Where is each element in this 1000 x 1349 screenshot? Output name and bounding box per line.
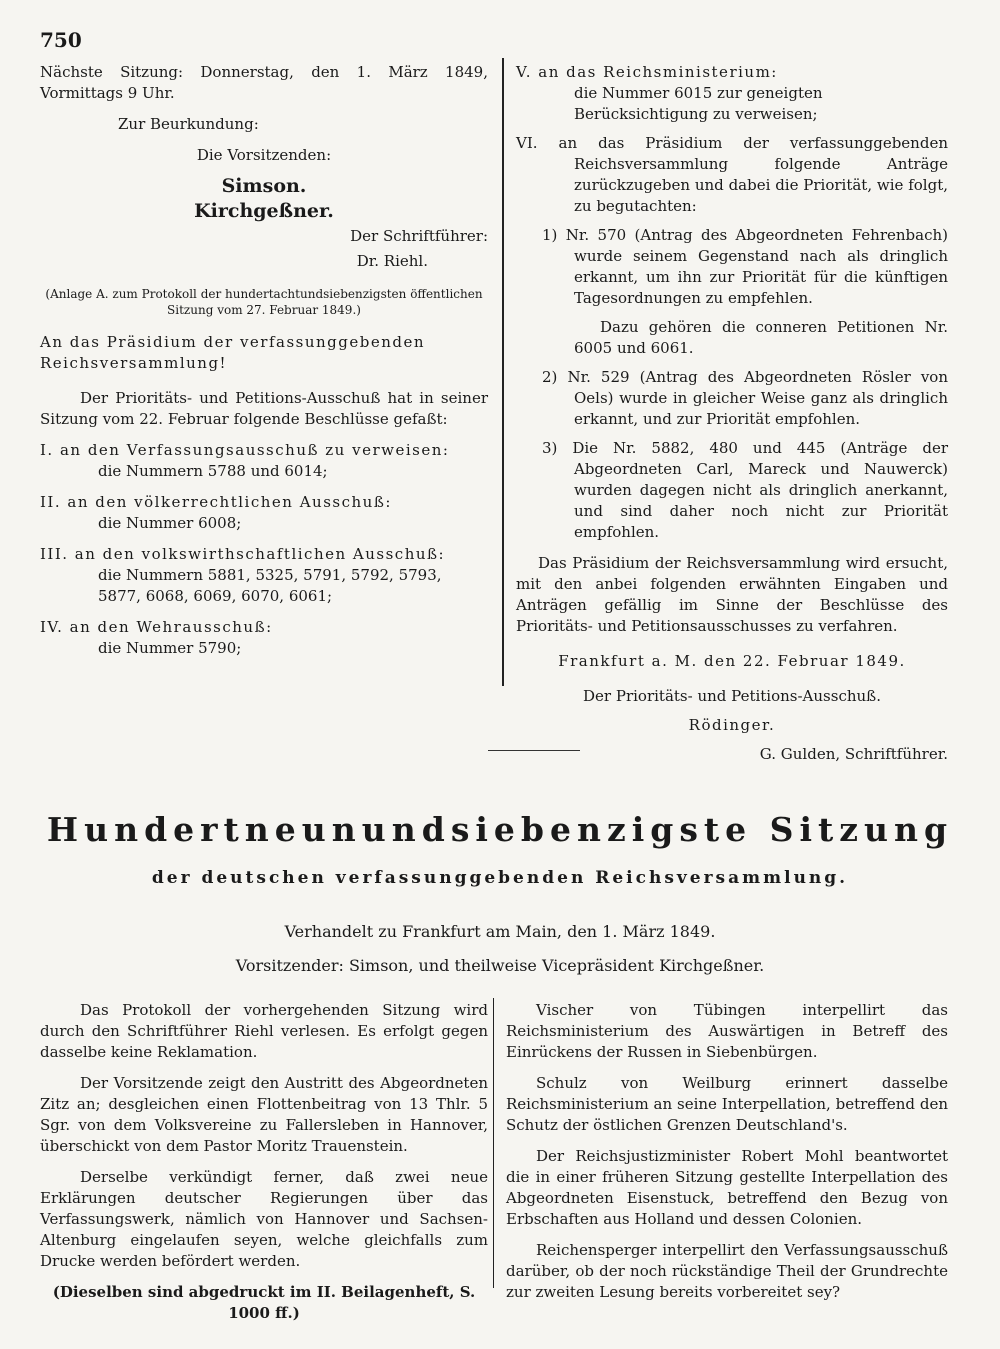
committee: Der Prioritäts- und Petitions-Ausschuß. bbox=[583, 687, 881, 705]
signature-roedinger: Rödinger. bbox=[688, 716, 776, 734]
session-held: Verhandelt zu Frankfurt am Main, den 1. März 1849. bbox=[284, 922, 716, 941]
request: Das Präsidium der Reichsversammlung wird ersucht, mit den anbei folgenden erwähnten Eingaben und Anträgen gefällig im Sinne der Beschlüsse des Prioritäts- und Petitionsausschusses zu verfahren. bbox=[516, 554, 948, 635]
right-column-top bbox=[516, 62, 948, 765]
chair-kirchgessner: Kirchgeßner. bbox=[194, 200, 334, 222]
item-head: II. an den völkerrechtlichen Ausschuß: bbox=[40, 493, 392, 511]
item-body: die Nummern 5788 und 6014; bbox=[98, 462, 328, 480]
intro: Der Prioritäts- und Petitions-Ausschuß hat in seiner Sitzung vom 22. Februar folgende Beschlüsse gefaßt: bbox=[40, 389, 488, 428]
item-body: die Nummer 6008; bbox=[98, 514, 242, 532]
right-column-bottom bbox=[506, 1000, 948, 1303]
item-3 bbox=[40, 544, 488, 607]
paragraph: Das Protokoll der vorhergehenden Sitzung wird durch den Schriftführer Riehl verlesen. Es erfolgt gegen dasselbe keine Reklamation. bbox=[40, 1001, 488, 1061]
next-session: Nächste Sitzung: Donnerstag, den 1. März 1849, Vormittags 9 Uhr. bbox=[40, 63, 488, 102]
item-2 bbox=[40, 492, 488, 534]
item-5-head: V. an das Reichsministerium: bbox=[516, 63, 778, 81]
reference-note: (Dieselben sind abgedruckt im II. Beilagenheft, S. 1000 ff.) bbox=[52, 1283, 476, 1322]
item-6: VI. an das Präsidium der verfassunggebenden Reichsversammlung folgende Anträge zurückzugeben und dabei die Priorität, wie folgt, zu begutachten: bbox=[516, 134, 948, 215]
session-chair: Vorsitzender: Simson, und theilweise Vicepräsident Kirchgeßner. bbox=[235, 956, 765, 975]
paragraph: Vischer von Tübingen interpellirt das Reichsministerium des Auswärtigen in Betreff des Einrückens der Russen in Siebenbürgen. bbox=[506, 1001, 948, 1061]
sub-item-2: 2) Nr. 529 (Antrag des Abgeordneten Rösler von Oels) wurde in gleicher Weise ganz als dringlich erkannt, und zur Priorität empfohlen. bbox=[542, 368, 948, 428]
paragraph: Reichensperger interpellirt den Verfassungsausschuß darüber, ob der noch rückständige Theil der Grundrechte zur zweiten Lesung bereits vorbereitet sey? bbox=[506, 1241, 948, 1301]
address: An das Präsidium der verfassunggebenden Reichsversammlung! bbox=[40, 333, 426, 372]
annex-note: (Anlage A. zum Protokoll der hundertachtundsiebenzigsten öffentlichen Sitzung vom 27. Februar 1849.) bbox=[45, 287, 483, 317]
paragraph: Schulz von Weilburg erinnert dasselbe Reichsministerium an seine Interpellation, betreffend den Schutz der östlichen Grenzen Deutschland's. bbox=[506, 1074, 948, 1134]
place-date: Frankfurt a. M. den 22. Februar 1849. bbox=[558, 652, 906, 670]
chair-simson: Simson. bbox=[221, 175, 307, 197]
left-column-top bbox=[40, 62, 488, 659]
column-divider-top bbox=[502, 58, 504, 686]
column-divider-bottom bbox=[493, 998, 494, 1288]
secretary-name: Dr. Riehl. bbox=[356, 252, 428, 270]
item-5-body: die Nummer 6015 zur geneigten Berücksichtigung zu verweisen; bbox=[574, 84, 823, 123]
secretary-label: Der Schriftführer: bbox=[350, 227, 488, 245]
attest-label: Zur Beurkundung: bbox=[118, 115, 259, 133]
chairs-label: Die Vorsitzenden: bbox=[196, 146, 332, 164]
paragraph: Der Vorsitzende zeigt den Austritt des Abgeordneten Zitz an; desgleichen einen Flottenbeitrag von 13 Thlr. 5 Sgr. von dem Volksvereine zu Fallersleben in Hannover, überschickt von dem Pastor Moritz Trauenstein. bbox=[40, 1074, 488, 1155]
paragraph: Der Reichsjustizminister Robert Mohl beantwortet die in einer früheren Sitzung gestellte Interpellation des Abgeordneten Eisenstuck, betreffend den Bezug von Erbschaften aus Holland und dessen Colonien. bbox=[506, 1147, 948, 1228]
page-number: 750 bbox=[40, 28, 82, 52]
signature-gulden: G. Gulden, Schriftführer. bbox=[759, 745, 948, 763]
sub-item-1: 1) Nr. 570 (Antrag des Abgeordneten Fehrenbach) wurde seinem Gegenstand nach als dringlich erkannt, um ihn zur Priorität für die künftigen Tagesordnungen zu empfehlen. bbox=[542, 226, 948, 307]
item-head: I. an den Verfassungsausschuß zu verweisen: bbox=[40, 441, 450, 459]
item-body: die Nummern 5881, 5325, 5791, 5792, 5793, 5877, 6068, 6069, 6070, 6061; bbox=[98, 566, 442, 605]
left-column-bottom bbox=[40, 1000, 488, 1324]
item-body: die Nummer 5790; bbox=[98, 639, 242, 657]
section-rule bbox=[488, 750, 580, 751]
session-title: Hundertneunundsiebenzigste Sitzung bbox=[46, 810, 954, 849]
item-head: IV. an den Wehrausschuß: bbox=[40, 618, 273, 636]
item-1 bbox=[40, 440, 488, 482]
sub-item-3: 3) Die Nr. 5882, 480 und 445 (Anträge der Abgeordneten Carl, Mareck und Nauwerck) wurden dagegen nicht als dringlich anerkannt, und sind daher noch nicht zur Priorität empfohlen. bbox=[542, 439, 948, 541]
sub-item-1b: Dazu gehören die conneren Petitionen Nr. 6005 und 6061. bbox=[574, 318, 948, 357]
item-head: III. an den volkswirthschaftlichen Ausschuß: bbox=[40, 545, 446, 563]
item-4 bbox=[40, 617, 488, 659]
session-subtitle: der deutschen verfassunggebenden Reichsversammlung. bbox=[151, 868, 849, 888]
paragraph: Derselbe verkündigt ferner, daß zwei neue Erklärungen deutscher Regierungen über das Verfassungswerk, nämlich von Hannover und Sachsen-Altenburg eingelaufen seyen, welche gleichfalls zum Drucke werden befördert werden. bbox=[40, 1168, 488, 1270]
